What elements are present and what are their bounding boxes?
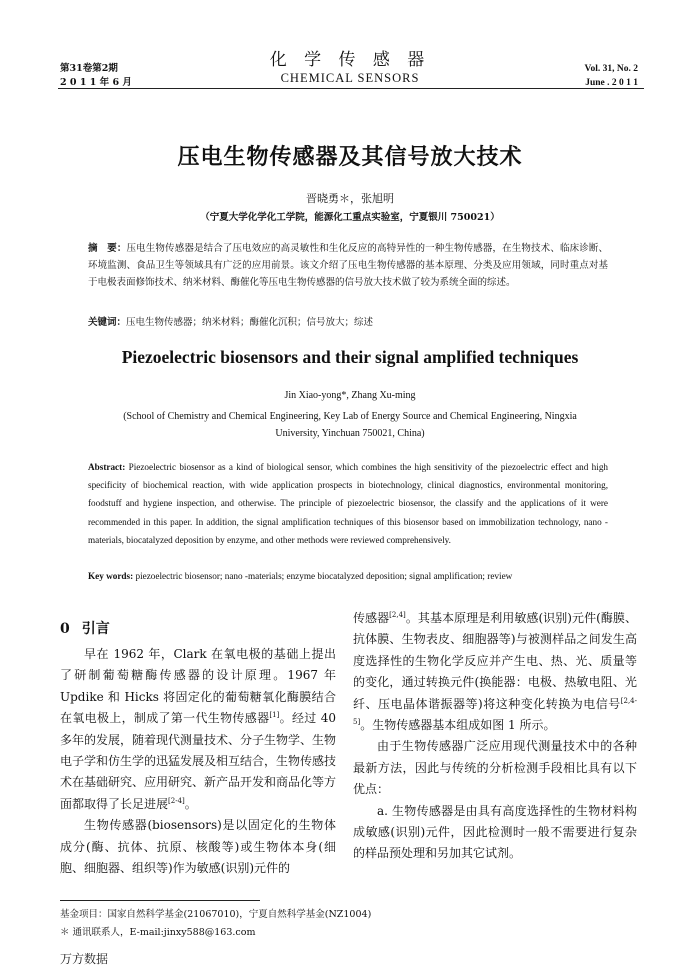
affiliation-en: (School of Chemistry and Chemical Engineering, Key Lab of Energy Source and Chemical Engineering, Ningxia University, Yinchuan 750021, China) [123,411,577,439]
paper-title-cn: 压电生物传感器及其信号放大技术 [177,145,523,170]
keywords-cn-text: 压电生物传感器；纳米材料；酶催化沉积；信号放大；综述 [126,317,374,328]
right-column [353,608,637,865]
abstract-cn-label: 摘 要： [88,243,127,254]
left-column [60,644,336,879]
abstract-en-label: Abstract: [88,462,126,472]
authors-en: Jin Xiao-yong*, Zhang Xu-ming [284,390,416,401]
left-paragraph-1 [60,644,336,815]
volume-en: Vol. 31, No. 2 [584,64,638,74]
date-en: June . 2 0 1 1 [585,78,638,88]
citation: [2,4] [389,611,406,619]
date-cn: 2 0 1 1 年 6 月 [60,77,132,88]
footnotes [60,906,371,942]
authors-cn: 晋晓勇＊，张旭明 [306,192,394,205]
text-run: 传感器 [353,611,390,625]
affiliation-cn: （宁夏大学化学化工学院，能源化工重点实验室，宁夏银川 750021） [200,212,500,223]
keywords-en [88,568,608,585]
contact-note: ＊ 通讯联系人，E-mail:jinxy588@163.com [60,927,256,938]
text-run: 。经过 40 多年的发展，随着现代测量技术、分子生物学、生物电子学和仿生学的迅猛发展及相互结合，生物传感技术在基础研究、应用研究、新产品开发和商品化等方面都取得了长足进展 [60,711,337,811]
paper-title-en: Piezoelectric biosensors and their signal amplified techniques [121,347,579,367]
citation: [2-4] [168,796,185,805]
section-number: 0 [60,621,70,637]
header-rule [58,88,644,89]
abstract-cn-text: 压电生物传感器是结合了压电效应的高灵敏性和生化反应的高特异性的一种生物传感器，在生物技术、临床诊断、环境监测、食品卫生等领域具有广泛的应用前景。该文介绍了压电生物传感器的基本原理、分类及应用领域，同时重点对基于电极表面修饰技术、纳米材料、酶催化等压电生物传感器的信号放大技术做了较为系统全面的综述。 [88,243,608,288]
citation: [1] [269,711,280,720]
text-run: 。其基本原理是利用敏感(识别)元件(酶膜、抗体膜、生物表皮、细胞器等)与被测样品之间发生高度选择性的生物化学反应并产生电、热、光、质量等的变化，通过转换元件(换能器：电极、热敏电阻、光纤、压电晶体谐振器等)将这种变化转换为电信号 [353,611,637,711]
volume-cn: 第31卷第2期 [60,63,118,74]
keywords-en-text: piezoelectric biosensor; nano -materials; enzyme biocatalyzed deposition; signal amplification; review [135,571,513,581]
abstract-en-text: Piezoelectric biosensor as a kind of biological sensor, which combines the high sensitivity of the piezoelectric effect and high specificity of biochemical reaction, with wide application prospects in biotechnology, clinical diagnostics, environmental monitoring, foodstuff and hygiene inspection, and otherwise. The principle of piezoelectric biosensor, the classify and the applications of it were recommended in this paper. In addition, the signal amplification techniques of this biosensor based on immobilization technology, nano -materials, biocatalyzed deposition by enzyme, and other methods were reviewed comprehensively. [88,462,609,545]
watermark: 万方数据 [60,952,109,966]
keywords-en-label: Key words: [88,571,134,581]
text-run: 早在 1962 年，Clark 在氧电极的基础上提出了研制葡萄糖酶传感器的设计原理。1967 年 Updike 和 Hicks 将固定化的葡萄糖氧化酶膜结合在氧电极上，制成了第一代生物传感器 [60,647,336,726]
text-run: 。 [184,796,197,811]
section-title: 引言 [81,621,110,637]
left-paragraph-2: 生物传感器(biosensors)是以固定化的生物体成分(酶、抗体、抗原、核酸等)或生物体本身(细胞、细胞器、组织等)作为敏感(识别)元件的 [60,818,336,876]
abstract-en [88,458,608,549]
keywords-cn [88,314,608,331]
issue-info-en [585,62,639,90]
footnote-rule [60,900,260,901]
journal-name-en: CHEMICAL SENSORS [280,71,420,85]
right-paragraph-3: a. 生物传感器是由具有高度选择性的生物材料构成敏感(识别)元件，因此检测时一般不需要进行复杂的样品预处理和另加其它试剂。 [353,803,637,861]
keywords-cn-label: 关键词： [88,317,127,328]
right-paragraph-2: 由于生物传感器广泛应用现代测量技术中的各种最新方法，因此与传统的分析检测手段相比具有以下优点： [353,739,637,797]
right-paragraph-1 [353,608,637,736]
text-run: 。生物传感器基本组成如图 1 所示。 [360,718,556,733]
citation: [2,4-5] [353,696,637,727]
section-heading [60,618,122,638]
abstract-cn [88,240,608,291]
funding-note: 基金项目：国家自然科学基金(21067010)，宁夏自然科学基金(NZ1004) [60,909,372,920]
journal-name-cn: 化 学 传 感 器 [269,50,431,70]
